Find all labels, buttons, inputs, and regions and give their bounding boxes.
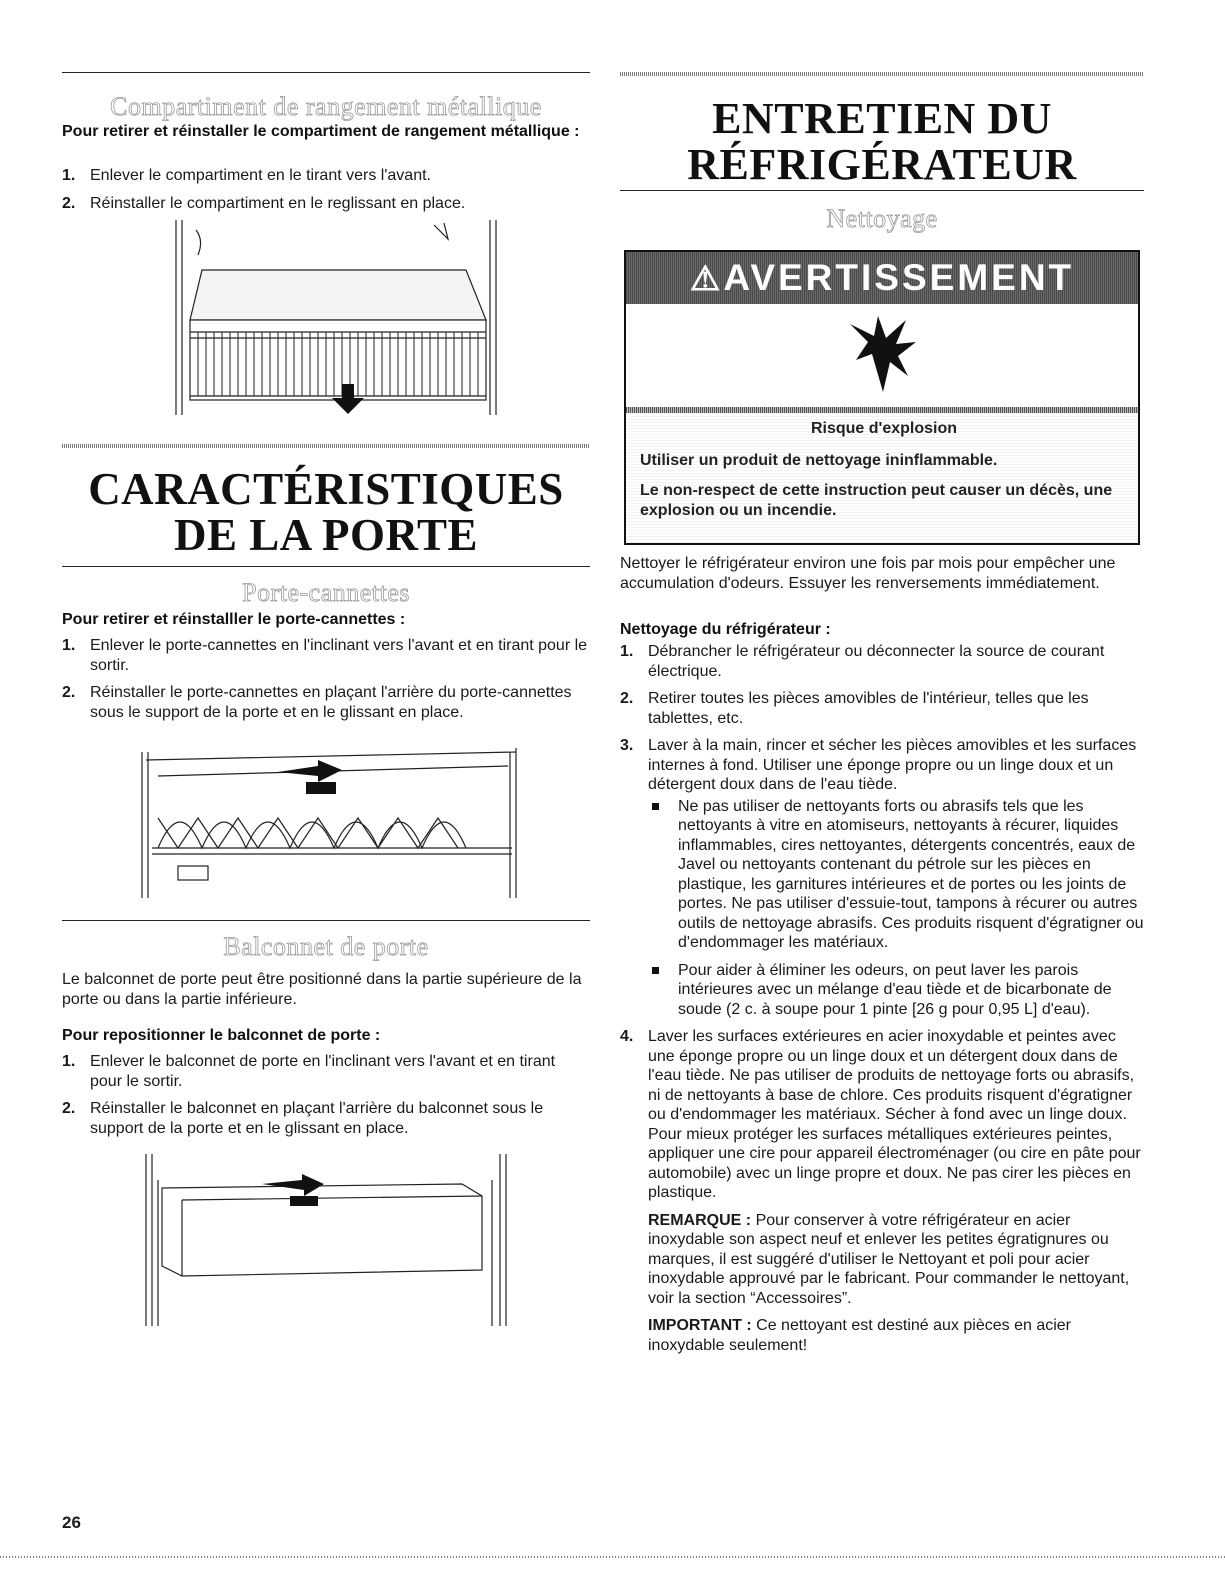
door-features-title: CARACTÉRISTIQUES DE LA PORTE	[88, 464, 564, 560]
explosion-icon	[848, 314, 918, 394]
list-item: 3. Laver à la main, rincer et sécher les pièces amovibles et les surfaces internes à fond. Utiliser une éponge propre ou un linge doux et un détergent doux dans de l'eau tiède. Ne pas utiliser de nettoyants forts ou abrasifs tels que les nettoyants à vitre en atomiseurs, nettoyants à récurer, liquides inflammables, cires nettoyantes, détergents concentrés, eaux de Javel ou nettoyants contenant du pétrole sur les pièces en plastique, les garnitures intérieures et de portes ou les joints de portes. Ne pas utiliser d'essuie-tout, tampons à récurer ou autres outils de nettoyage abrasifs. Ces produits risquent d'égratigner ou d'endommager les matériaux. Pour aider à éliminer les odeurs, on peut laver les parois intérieures avec un mélange d'eau tiède et de bicarbonate de soude (2 c. à soupe pour 1 pinte [26 g pour 0,95 L] d'eau).	[620, 737, 1144, 1018]
list-item: 1. Enlever le porte-cannettes en l'inclinant vers l'avant et en tirant pour le sortir.	[62, 637, 588, 674]
compartment-steps	[62, 166, 590, 221]
list-item: 1. Enlever le compartiment en le tirant vers l'avant.	[62, 167, 431, 184]
can-rack-steps	[62, 636, 590, 730]
compartment-heading: Pour retirer et réinstaller le compartiment de rangement métallique :	[62, 123, 580, 140]
list-item: 2. Réinstaller le balconnet en plaçant l'arrière du balconnet sous le support de la porte et en le glissant en place.	[62, 1100, 544, 1137]
warning-line-2: Le non-respect de cette instruction peut causer un décès, une explosion ou un incendie.	[640, 482, 1113, 519]
section-rule	[620, 190, 1144, 191]
warning-box	[624, 250, 1140, 545]
cleaning-heading: Nettoyage du réfrigérateur :	[620, 621, 831, 638]
maintenance-title: ENTRETIEN DU RÉFRIGÉRATEUR	[687, 94, 1077, 189]
warning-header: ⚠AVERTISSEMENT	[626, 252, 1138, 304]
list-item: 1. Enlever le balconnet de porte en l'inclinant vers l'avant et en tirant pour le sortir.	[62, 1053, 556, 1090]
hazard-label: Risque d'explosion	[810, 420, 958, 437]
warning-line-1: Utiliser un produit de nettoyage ininflammable.	[640, 452, 998, 469]
can-rack-heading: Pour retirer et réinstalller le porte-cannettes :	[62, 611, 406, 628]
list-item: 2. Réinstaller le porte-cannettes en plaçant l'arrière du porte-cannettes sous le support de la porte et en le glissant en place.	[62, 684, 572, 721]
door-bin-heading: Pour repositionner le balconnet de porte :	[62, 1027, 381, 1044]
bullet-item: Pour aider à éliminer les odeurs, on peut laver les parois intérieures avec un mélange d'eau tiède et de bicarbonate de soude (2 c. à soupe pour 1 pinte [26 g pour 0,95 L] d'eau).	[648, 961, 1144, 1020]
page-number: 26	[62, 1513, 81, 1532]
warning-text-panel	[626, 413, 1138, 543]
cleaning-intro: Nettoyer le réfrigérateur environ une fois par mois pour empêcher une accumulation d'odeurs. Essuyer les renversements immédiatement.	[620, 555, 1116, 592]
top-rule	[62, 72, 590, 73]
important-note: IMPORTANT : Ce nettoyant est destiné aux pièces en acier inoxydable seulement!	[648, 1317, 1071, 1354]
door-bin-intro: Le balconnet de porte peut être positionné dans la partie supérieure de la porte ou dans la partie inférieure.	[62, 971, 582, 1008]
note: REMARQUE : Pour conserver à votre réfrigérateur en acier inoxydable son aspect neuf et enlever les petites égratignures ou marques, il est suggéré d'utiliser le Nettoyant et poli pour acier inoxydable approuvé par le fabricant. Pour commander le nettoyant, voir la section “Accessoires”.	[648, 1211, 1130, 1307]
warning-triangle-icon: ⚠	[689, 260, 724, 298]
door-bin-steps	[62, 1052, 590, 1146]
section-title-door-bin: Balconnet de porte	[223, 932, 429, 961]
top-hatch-rule	[620, 72, 1144, 76]
list-item: 2. Retirer toutes les pièces amovibles de l'intérieur, telles que les tablettes, etc.	[620, 690, 1089, 727]
list-item: 4. Laver les surfaces extérieures en acier inoxydable et peintes avec une éponge propre ou un linge doux et un détergent doux dans de l'eau tiède. Ne pas utiliser de produits de nettoyage forts ou abrasifs, ni de nettoyants à base de chlore. Ces produits risquent d'égratigner ou d'endommager les matériaux. Sécher à fond avec un linge doux. Pour mieux protéger les surfaces métalliques extérieures peintes, appliquer une cire pour appareil électroménager (ou cire en pâte pour automobile) avec un linge propre et doux. Ne pas cirer les pièces en plastique. REMARQUE : Pour conserver à votre réfrigérateur en acier inoxydable son aspect neuf et enlever les petites égratignures ou marques, il est suggéré d'utiliser le Nettoyant et poli pour acier inoxydable approuvé par le fabricant. Pour commander le nettoyant, voir la section “Accessoires”. IMPORTANT : Ce nettoyant est destiné aux pièces en acier inoxydable seulement!	[620, 1027, 1144, 1355]
section-rule	[62, 920, 590, 921]
cleaning-steps	[620, 642, 1144, 1363]
section-rule	[62, 566, 590, 567]
list-item: 1. Débrancher le réfrigérateur ou déconnecter la source de courant électrique.	[620, 643, 1105, 680]
door-bin-illustration	[142, 1150, 516, 1330]
section-title-cleaning: Nettoyage	[826, 204, 938, 233]
bullet-item: Ne pas utiliser de nettoyants forts ou abrasifs tels que les nettoyants à vitre en atomiseurs, nettoyants à récurer, liquides inflammables, cires nettoyantes, détergents concentrés, eaux de Javel ou nettoyants contenant du pétrole sur les pièces en plastique, les garnitures intérieures et de portes ou les joints de portes. Ne pas utiliser d'essuie-tout, tampons à récurer ou autres outils de nettoyage abrasifs. Ces produits risquent d'égratigner ou d'endommager les matériaux.	[648, 797, 1144, 953]
bottom-rule	[0, 1556, 1225, 1558]
list-item: 2. Réinstaller le compartiment en le reglissant en place.	[62, 194, 466, 212]
metal-bin-illustration	[166, 220, 506, 430]
section-title-can-rack: Porte-cannettes	[242, 578, 410, 607]
can-rack-illustration	[138, 748, 530, 904]
cleaning-bullets	[648, 797, 1144, 1020]
section-divider	[62, 444, 590, 448]
section-title-compartment: Compartiment de rangement métallique	[110, 92, 542, 121]
